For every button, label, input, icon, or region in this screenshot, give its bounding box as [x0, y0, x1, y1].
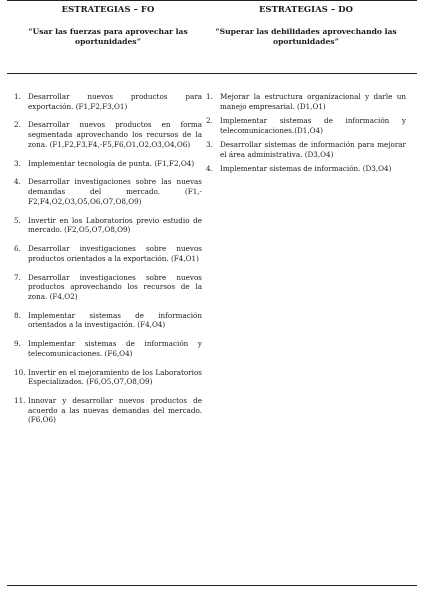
item-number: 5.	[14, 215, 21, 225]
item-text: Implementar tecnología de punta. (F1,F2,O4)	[28, 158, 195, 168]
do-list	[206, 92, 406, 178]
item-number: 11.	[14, 396, 26, 406]
do-title: ESTRATEGIAS – DO	[258, 4, 354, 14]
list-item	[206, 140, 406, 159]
item-number: 2.	[14, 120, 21, 130]
fo-list	[14, 92, 202, 434]
list-item	[14, 216, 202, 235]
item-text: Mejorar la estructura organizacional y darle un manejo empresarial. (D1,O1)	[220, 92, 406, 111]
item-number: 2.	[206, 115, 213, 125]
list-item	[14, 177, 202, 206]
item-text: Invertir en los Laboratorios previo estudio de mercado. (F2,O5,O7,O8,O9)	[28, 215, 202, 235]
item-text: Implementar sistemas de información y telecomunicaciones.(D1,O4)	[220, 115, 406, 135]
item-text: Desarrollar investigaciones sobre las nuevas demandas del mercado. (F1,-F2,F4,O2,O3,O5,O6,O7,O8,O9)	[28, 177, 202, 206]
list-item	[14, 244, 202, 263]
list-item	[14, 396, 202, 425]
list-item	[14, 92, 202, 111]
table-header-rule	[7, 73, 417, 74]
list-item	[206, 116, 406, 135]
item-text: Innovar y desarrollar nuevos productos de acuerdo a las nuevas demandas del mercado. (F6,O6)	[28, 396, 202, 425]
item-number: 1.	[14, 92, 21, 101]
item-text: Implementar sistemas de información orientados a la investigación. (F4,O4)	[28, 310, 202, 330]
list-item	[14, 273, 202, 302]
item-number: 3.	[206, 139, 213, 149]
item-text: Desarrollar investigaciones sobre nuevos productos aprovechando los recursos de la zona. (F4,O2)	[28, 272, 202, 301]
item-number: 9.	[14, 339, 21, 349]
fo-title: ESTRATEGIAS – FO	[61, 4, 155, 14]
table-top-rule	[7, 0, 417, 1]
item-text: Desarrollar investigaciones sobre nuevos productos orientados a la exportación. (F4,O1)	[28, 244, 202, 263]
list-item	[14, 368, 202, 387]
list-item	[14, 159, 202, 169]
item-text: Implementar sistemas de información. (D3,O4)	[220, 163, 392, 173]
item-text: Desarrollar nuevos productos en forma segmentada aprovechando los recursos de la zona. (F1,F2,F3,F4,-F5,F6,O1,O2,O3,O4,O6)	[28, 120, 202, 149]
item-number: 1.	[206, 92, 213, 101]
list-item	[14, 339, 202, 358]
item-text: Desarrollar sistemas de información para mejorar el área administrativa. (D3,O4)	[220, 139, 406, 159]
item-number: 7.	[14, 272, 21, 282]
list-item	[14, 120, 202, 149]
item-number: 6.	[14, 244, 21, 254]
fo-subtitle: “Usar las fuerzas para aprovechar las oportunidades”	[28, 27, 188, 46]
item-number: 4.	[206, 163, 213, 173]
item-text: Implementar sistemas de información y telecomunicaciones. (F6,O4)	[28, 339, 202, 358]
item-text: Invertir en el mejoramiento de los Laboratorios Especializados. (F6,O5,O7,O8,O9)	[28, 367, 202, 387]
list-item	[14, 311, 202, 330]
item-text: Desarrollar nuevos productos para exportación. (F1,F2,F3,O1)	[28, 92, 202, 111]
item-number: 8.	[14, 310, 21, 320]
item-number: 4.	[14, 177, 21, 187]
table-bottom-rule	[7, 585, 417, 586]
list-item	[206, 92, 406, 111]
item-number: 10.	[14, 367, 26, 377]
do-subtitle: “Superar las debilidades aprovechando las oportunidades”	[215, 27, 397, 46]
item-number: 3.	[14, 158, 21, 168]
list-item	[206, 164, 406, 174]
